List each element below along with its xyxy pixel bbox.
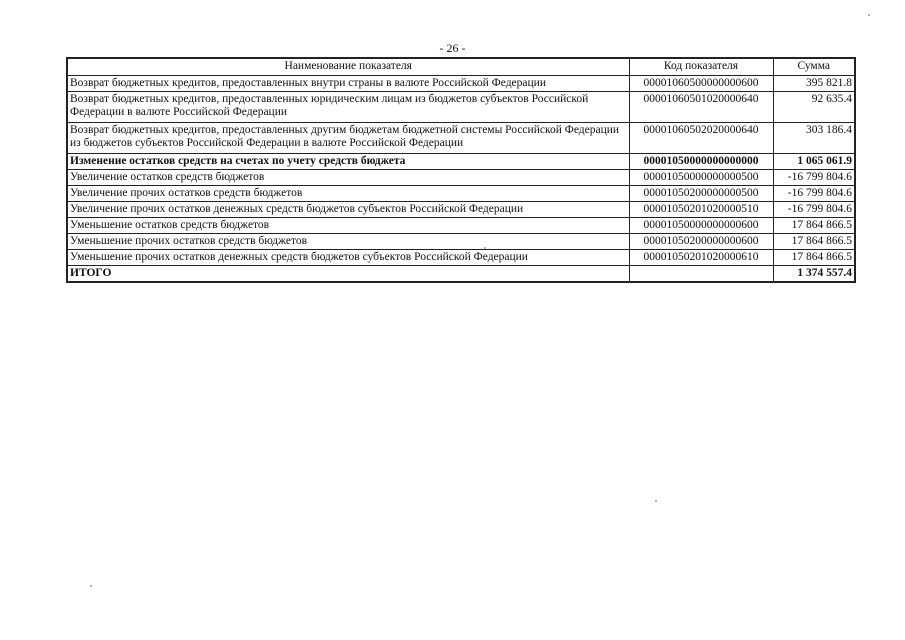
- row-indicator-name: Увеличение прочих остатков денежных средств бюджетов субъектов Российской Федерации: [67, 202, 629, 218]
- table-row: [67, 202, 855, 218]
- page-number: - 26 -: [439, 41, 466, 55]
- table-row: [67, 154, 855, 170]
- row-indicator-name: ИТОГО: [67, 266, 629, 283]
- table-row: [67, 76, 855, 92]
- row-indicator-code: 00001050201020000510: [629, 202, 773, 218]
- row-indicator-code: 00001050200000000600: [629, 234, 773, 250]
- row-amount: -16 799 804.6: [773, 186, 855, 202]
- scan-speck: [90, 585, 92, 587]
- row-indicator-name: Уменьшение прочих остатков денежных средств бюджетов субъектов Российской Федерации: [67, 250, 629, 266]
- row-indicator-name: Уменьшение прочих остатков средств бюджетов: [67, 234, 629, 250]
- table-row: [67, 186, 855, 202]
- row-amount: 1 374 557.4: [773, 266, 855, 283]
- row-indicator-code: 00001050200000000500: [629, 186, 773, 202]
- scan-speck: [655, 500, 657, 502]
- header-amount: Сумма: [773, 58, 855, 76]
- row-indicator-code: 00001050000000000000: [629, 154, 773, 170]
- row-indicator-code: 00001060500000000600: [629, 76, 773, 92]
- table-row: [67, 250, 855, 266]
- row-amount: 303 186.4: [773, 123, 855, 154]
- row-indicator-name: Возврат бюджетных кредитов, предоставленных другим бюджетам бюджетной системы Российской Федерации из бюджетов субъектов Российской Федерации в валюте Российской Федерации: [67, 123, 629, 154]
- scan-speck: [868, 14, 870, 16]
- row-indicator-name: Увеличение прочих остатков средств бюджетов: [67, 186, 629, 202]
- row-amount: 17 864 866.5: [773, 234, 855, 250]
- table-row: [67, 170, 855, 186]
- table-row: [67, 234, 855, 250]
- row-indicator-code: 00001050000000000500: [629, 170, 773, 186]
- table-body: [67, 76, 855, 283]
- row-indicator-code: 00001060502020000640: [629, 123, 773, 154]
- row-amount: 1 065 061.9: [773, 154, 855, 170]
- row-amount: -16 799 804.6: [773, 170, 855, 186]
- row-indicator-code: [629, 266, 773, 283]
- row-indicator-name: Увеличение остатков средств бюджетов: [67, 170, 629, 186]
- row-indicator-code: 00001050201020000610: [629, 250, 773, 266]
- row-indicator-name: Возврат бюджетных кредитов, предоставленных юридическим лицам из бюджетов субъектов Российской Федерации в валюте Российской Федерации: [67, 92, 629, 123]
- row-indicator-code: 00001060501020000640: [629, 92, 773, 123]
- row-indicator-name: Уменьшение остатков средств бюджетов: [67, 218, 629, 234]
- header-indicator-name: Наименование показателя: [67, 58, 629, 76]
- row-indicator-name: Возврат бюджетных кредитов, предоставленных внутри страны в валюте Российской Федерации: [67, 76, 629, 92]
- row-amount: 395 821.8: [773, 76, 855, 92]
- row-amount: 17 864 866.5: [773, 250, 855, 266]
- table-row: [67, 266, 855, 283]
- row-amount: 17 864 866.5: [773, 218, 855, 234]
- row-indicator-code: 00001050000000000600: [629, 218, 773, 234]
- table-header-row: [67, 58, 855, 76]
- row-amount: -16 799 804.6: [773, 202, 855, 218]
- row-indicator-name: Изменение остатков средств на счетах по учету средств бюджета: [67, 154, 629, 170]
- row-amount: 92 635.4: [773, 92, 855, 123]
- header-indicator-code: Код показателя: [629, 58, 773, 76]
- table-row: [67, 123, 855, 154]
- table-row: [67, 218, 855, 234]
- scan-speck: [484, 247, 486, 249]
- budget-sources-table: [66, 57, 856, 283]
- table-row: [67, 92, 855, 123]
